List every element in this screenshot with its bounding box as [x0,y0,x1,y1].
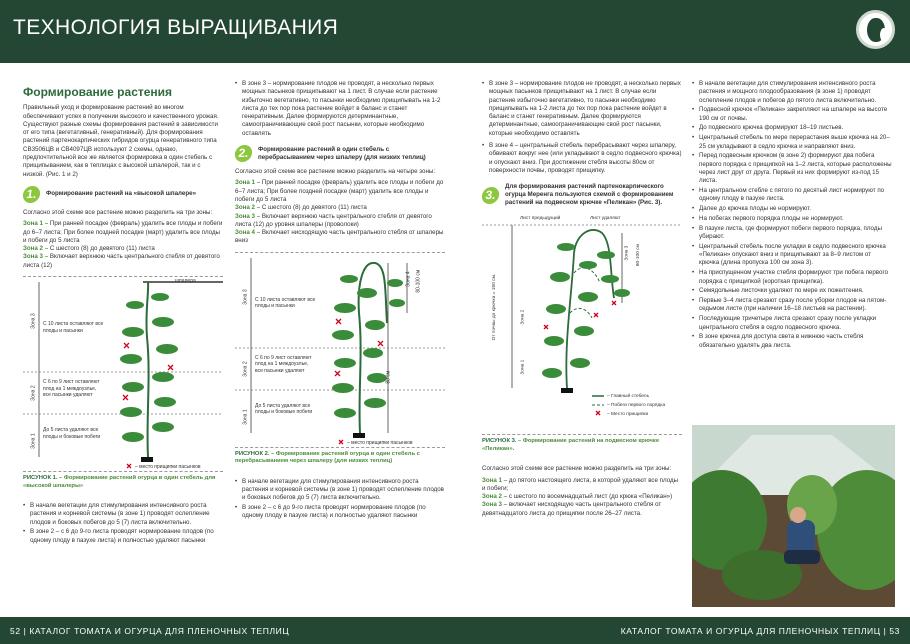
intro-text: Правильный уход и формирование растений во многом обеспечивают успех в получении высокого и качественного урожая. Существуют разные схемы формирования растений в зависимости от его типа (вегетативный, генеративный). Для формирования растений партенокарпических гибридов огурца генеративного типа СВ3506ЦВ и СВ4097ЦВ используют 2 схемы, однако, предпочтительной все же является формировка в один стебель с прищипыванием, как в теплицах с высокой шпалерой, так и с низкой. (Рис. 1 и 2) [23,104,219,178]
list-item: • Последующие тричетыре листа срезают сразу после укладки центрального стебля в седло подвесного крючка. [692,315,892,332]
annotation-zone-1: До 5 листа удаляют все плоды и боковые побеги [255,402,313,416]
list-item: • До подвесного крючка формируют 18–19 листьев. [692,124,892,132]
annotation-zone-3: С 10 листа оставляют все плоды и пасынки [43,321,104,334]
list-item: • Центральный стебель по мере перерастания выше крючка на 20–25 см укладывают в седло крючка и направляют вниз. [692,134,892,151]
figure-3 [482,213,682,435]
figure-1 [23,276,223,472]
list-item: • Подвесной крючок «Пеликан» закрепляют на шпалере на высоте 190 см от почвы. [692,106,892,123]
zone-label: Зона 3 – [235,212,261,220]
height-80: 80 см [385,370,392,384]
page-title: ТЕХНОЛОГИЯ ВЫРАЩИВАНИЯ [13,16,339,39]
list-item: • В зоне крючка для доступа света в нижнюю часть стебля обязательно удалять два листа. [692,333,892,350]
zone-2-text [482,493,682,501]
list-item: • В зоне 2 – с 6 до 9-го листа проводят нормирование плодов (по одному плоду в пазухе листа) и полностью удаляют пасынки [23,528,223,545]
zone-label: Зона 1 [482,476,502,484]
list-item: • В начале вегетации для стимулирования интенсивного роста растения и корневой системы (в зоне 1) проводят ослепление плодов и боковых побегов до 5 (7) листа включительно. [23,502,223,527]
zone-3-label: Зона 3 [30,313,37,329]
footer-bar [0,617,910,644]
section-title: Формирование растений на «высокой шпалере» [46,190,197,198]
legend-first-order: – Побеги первого порядка [607,403,666,409]
zone-desc: При ранней посадке (февраль) удалить все плоды и побеги до 6–7 листа; При более поздней посадке (март) удалить все плоды и побеги до 5 листа [23,220,223,244]
footer-left: 52 | КАТАЛОГ ТОМАТА И ОГУРЦА ДЛЯ ПЛЕНОЧНЫХ ТЕПЛИЦ [10,626,290,636]
zone-desc: При ранней посадке (февраль) удалить все плоды и побеги до 6–7 листа; При более поздней посадке (март) удалить все плоды и побеги до 5 листа [235,179,444,203]
zone-2-label: Зона 2 [242,361,249,377]
zone-label: Зона 1 – [23,220,49,228]
label-leaf-removed: Лист удаляют [590,216,621,222]
figure-3-caption [482,438,682,453]
zone-3-text [235,213,445,230]
zone-4-label: Зона 4 [405,271,412,287]
zone-2-text [23,245,223,253]
zone-3-label: Зона 3 [624,245,630,261]
caption-text: – Формирование растений огурца в один стебель для «высокой шпалеры» [23,475,216,489]
list-item: • В зоне 2 – с 6 до 9-го листа проводят нормирование плодов (по одному плоду в пазухе листа) и полностью удаляют пасынки [235,504,445,521]
zone-label: Зона 2 – [235,204,261,212]
caption-label: РИСУНОК 2. [235,450,270,457]
list-item: • На побегах первого порядка плоды не нормируют. [692,215,892,223]
zone-3-text [482,501,682,518]
col4-bullets [692,80,892,350]
list-item: • Центральный стебель после укладки в седло подвесного крючка «Пеликан» опускают вниз и прищипывают за 8–9 листом от крючка (длина пропуска 100 см зона 3). [692,243,892,268]
list-item: • В начале вегетации для стимулирования интенсивного роста растения и корневой системы (в зоне 1) проводят ослепление плодов и боковых побегов до 5 (7) листа включительно. [235,478,445,503]
section-1-header [23,186,223,203]
zone-desc: Включает верхнюю часть центрального стебля от девятого листа (12) [23,253,220,269]
zone-desc: С шестого (8) до девятого (11) листа [260,204,367,212]
zone-label: Зона 3 [482,501,502,509]
zone-label: Зона 3 – [23,253,49,261]
list-item: • Далее до крючка плоды не нормируют. [692,205,892,213]
caption-label: РИСУНОК 3. [482,438,517,445]
section-heading: Формирование растения [23,85,173,99]
list-item: • В зоне 3 – нормирование плодов не проводят, а несколько первых мощных пасынков прищипывают на 1 лист. В случае если растение избыточно вегетативно, то пасынки необходимо прищипывать на 1-2 листа до тех пор пока растение войдет в баланс и станет генеративным. Далее формируются детерминантные, самоограничивающие свой рост пасынки, которые необходимо оставлять [482,80,682,138]
section-number: 1. [22,186,41,203]
zone-label: Зона 2 [482,493,502,501]
zones-lead: Согласно этой схеме все растение можно разделить на четыре зоны: [235,168,436,176]
caption-text: – Формирование растений на подвесном крючке «Пеликан». [482,438,660,452]
zone-desc: – включает нисходящую часть центрального стебля от девятнадцатого листа до прищипки после 26–27 листа. [482,501,662,517]
col1-bullets [23,502,223,545]
caption-text: – Формирование растений огурца в один стебель с перебрасыванием через шпалеру (для низких теплиц) [235,450,420,465]
list-item: • В зоне 4 – центральный стебель перебрасывают через шпалеру, обвивают вокруг нее (или укладывают в седло подвесного крючка) и опускают вниз. При достижении стебля высоты 80см от поверхности почвы, проводят прищипку. [482,142,682,175]
figure-2 [235,252,445,448]
zone-1-label: Зона 1 [30,433,37,449]
list-item: • Перед подвесным крючком (в зоне 2) формируют два побега первого порядка с прищипкой на 1–2 листа, которые расположены через лист друг от друга. Первый из них формируют из-под 15 листа. [692,152,892,185]
trellis-label: шпалера [175,278,196,285]
label-prev-leaf: Лист предыдущий [520,216,561,222]
figure-1-diagram [23,277,223,473]
annotation-zone-2: С 6 по 9 лист оставляют плод на 1 междоузлье, все пасынки удаляют [255,354,312,374]
height-label: 80-100 см [635,244,641,267]
footer-right: КАТАЛОГ ТОМАТА И ОГУРЦА ДЛЯ ПЛЕНОЧНЫХ ТЕПЛИЦ | 53 [620,626,900,636]
legend-main-stem: – Главный стебель [607,394,650,400]
list-item: • Семядольные листочки удаляют по мере их пожелтения. [692,287,892,295]
zone-desc: – с шестого по восемнадцатый лист (до крюка «Пеликан») [502,493,673,501]
zone-4-text [235,229,445,246]
zone-desc: С шестого (8) до девятого (11) листа [48,245,155,253]
zone-1-label: Зона 1 [520,359,526,375]
zone-2-label: Зона 2 [520,309,526,325]
zone-desc: Включает верхнюю часть центрального стебля от девятого листа (12) до уровня шпалеры (проволоки) [235,212,432,228]
zone-1-text [235,179,445,204]
legend-pinch: – место прищипки пасынков [347,439,413,446]
list-item: • Первые 3–4 листа срезают сразу после уборки плодов на пятом- седьмом листе (при наличии 16–18 листьев на растении). [692,297,892,314]
header-bar [0,0,910,63]
section-number: 3. [481,187,500,204]
list-item: • В начале вегетации для стимулирования интенсивного роста растения и мощного плодообразования (в зоне 1) проводят ослепление плодов и побегов до пятого листа включительно. [692,80,892,105]
zone-3-text [23,253,223,270]
hook-height-label: От почвы до крючка = 190 см. [492,274,498,341]
figure-1-caption [23,475,223,490]
annotation-zone-3: С 10 листа оставляют все плоды и пасынки [255,296,316,310]
column-2 [235,80,445,522]
list-item: • В зоне 3 – нормирование плодов не проводят, а несколько первых мощных пасынков прищипывают на 1 лист. В случае если растение избыточно вегетативно, то пасынки необходимо прищипывать на 1-2 листа до тех пор пока растение войдет в баланс и станет генеративным. Далее формируются детерминантные, самоограничивающие свой рост пасынки, которые необходимо оставлять [235,80,445,138]
greenhouse-photo-image [692,425,895,607]
column-1 [23,80,223,547]
height-80-100: 80-100 см [415,269,422,293]
zones-lead: Согласно этой схеме все растение можно разделить на три зоны: [23,208,213,216]
zone-1-label: Зона 1 [242,409,249,425]
zone-2-label: Зона 2 [30,385,37,401]
zone-label: Зона 1 – [235,179,261,187]
annotation-zone-2: С 6 по 9 лист оставляют плод на 1 междоузлье, все пасынки удаляют [43,379,100,399]
annotation-zone-1: До 5 листа удаляют все плоды и боковые побеги [43,427,101,440]
figure-2-caption [235,451,445,466]
legend-pinch: – место прищипки пасынков [135,464,201,471]
zones-lead: Согласно этой схеме все растение можно разделить на три зоны: [482,465,672,473]
section-3-header [482,183,682,207]
zone-2-text [235,204,445,212]
column-4 [692,80,892,351]
zone-desc: – до пятого настоящего листа, в которой удаляют все плоды и побеги; [482,476,679,492]
zone-1-text [482,477,682,494]
legend-pinch: – Место прищипки [607,412,649,418]
list-item: • На приспущенном участке стебля формируют три побега первого порядка с прищипкой (короткая прищипка). [692,269,892,286]
section-2-header [235,145,445,162]
caption-label: РИСУНОК 1. [23,475,58,482]
list-item: • На центральном стебле с пятого по десятый лист нормируют по одному плоду в пазухе листа. [692,187,892,204]
brand-logo [856,10,895,49]
section-number: 2. [234,145,253,162]
zone-label: Зона 2 – [23,245,49,253]
list-item: • В пазухе листа, где формируют побеги первого порядка, плоды убирают. [692,225,892,242]
col2-bullets [235,478,445,521]
column-3 [482,80,682,518]
zone-desc: Включает нисходящую часть центрального стебля от шпалеры вниз [235,229,444,245]
section-title: Для формирования растений партенокарпического огурца Меренга пользуются схемой с формированием растений на подвесном крючке «Пеликан» (Рис. 3). [505,183,674,207]
greenhouse-photo [692,425,895,607]
zone-3-label: Зона 3 [242,289,249,305]
zone-1-text [23,220,223,245]
section-title: Формирование растений в один стебель с перебрасыванием через шпалеру (для низких теплиц) [258,145,426,161]
zone-label: Зона 4 – [235,229,261,237]
